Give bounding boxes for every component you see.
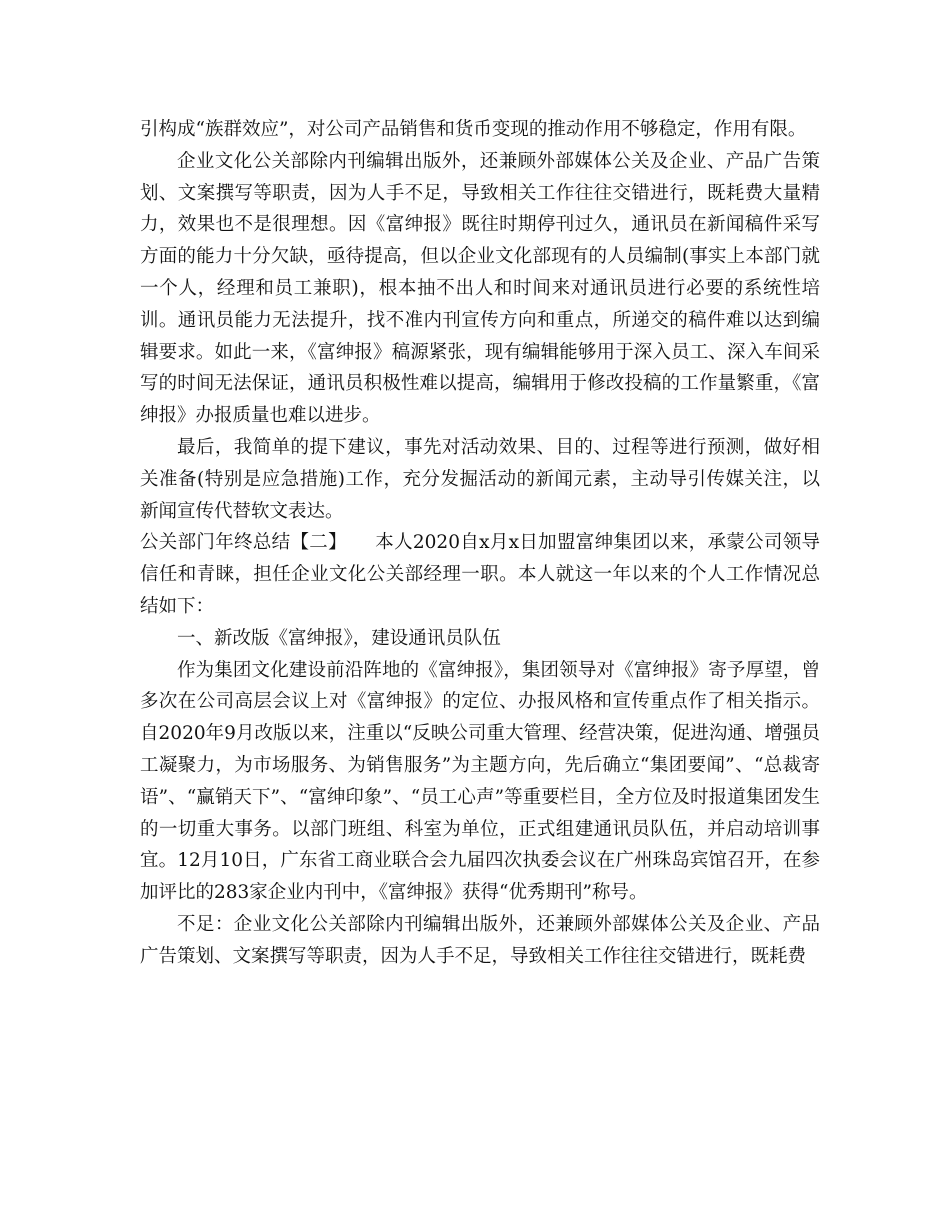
paragraph-suggestion: 最后，我简单的提下建议，事先对活动效果、目的、过程等进行预测，做好相关准备(特别是应急措施)工作，充分发掘活动的新闻元素，主动导引传媒关注，以新闻宣传代替软文表达。 [140,436,820,522]
paragraph-newspaper-achievements: 作为集团文化建设前沿阵地的《富绅报》，集团领导对《富绅报》寄予厚望，曾多次在公司高层会议上对《富绅报》的定位、办报风格和宣传重点作了相关指示。自2020年9月改版以来，注重以“反映公司重大管理、经营决策，促进沟通、增强员工凝聚力，为市场服务、为销售服务”为主题方向，先后确立“集团要闻”、“总裁寄语”、“赢销天下”、“富绅印象”、“员工心声”等重要栏目，全方位及时报道集团发生的一切重大事务。以部门班组、科室为单位，正式组建通讯员队伍，并启动培训事宜。12月10日，广东省工商业联合会九届四次执委会议在广州珠岛宾馆召开，在参加评比的283家企业内刊中，《富绅报》获得“优秀期刊”称号。 [140,659,820,904]
document-body [140,114,820,973]
paragraph-shortcomings: 不足：企业文化公关部除内刊编辑出版外，还兼顾外部媒体公关及企业、产品广告策划、文案撰写等职责，因为人手不足，导致相关工作往往交错进行，既耗费 [140,913,820,967]
section-title-summary-two: 公关部门年终总结【二】 本人2020自x月x日加盟富绅集团以来，承蒙公司领导信任和青睐，担任企业文化公关部经理一职。本人就这一年以来的个人工作情况总结如下： [140,532,820,617]
paragraph-continuation: 引构成“族群效应”，对公司产品销售和货币变现的推动作用不够稳定，作用有限。 [140,119,807,140]
paragraph-staffing-issue: 企业文化公关部除内刊编辑出版外，还兼顾外部媒体公关及企业、产品广告策划、文案撰写等职责，因为人手不足，导致相关工作往往交错进行，既耗费大量精力，效果也不是很理想。因《富绅报》既往时期停刊过久，通讯员在新闻稿件采写方面的能力十分欠缺，亟待提高，但以企业文化部现有的人员编制(事实上本部门就一个人，经理和员工兼职)，根本抽不出人和时间来对通讯员进行必要的系统性培训。通讯员能力无法提升，找不准内刊宣传方向和重点，所递交的稿件难以达到编辑要求。如此一来，《富绅报》稿源紧张，现有编辑能够用于深入员工、深入车间采写的时间无法保证，通讯员积极性难以提高，编辑用于修改投稿的工作量繁重，《富绅报》办报质量也难以进步。 [140,150,820,427]
subheading-newspaper-revision: 一、新改版《富绅报》，建设通讯员队伍 [177,627,501,649]
